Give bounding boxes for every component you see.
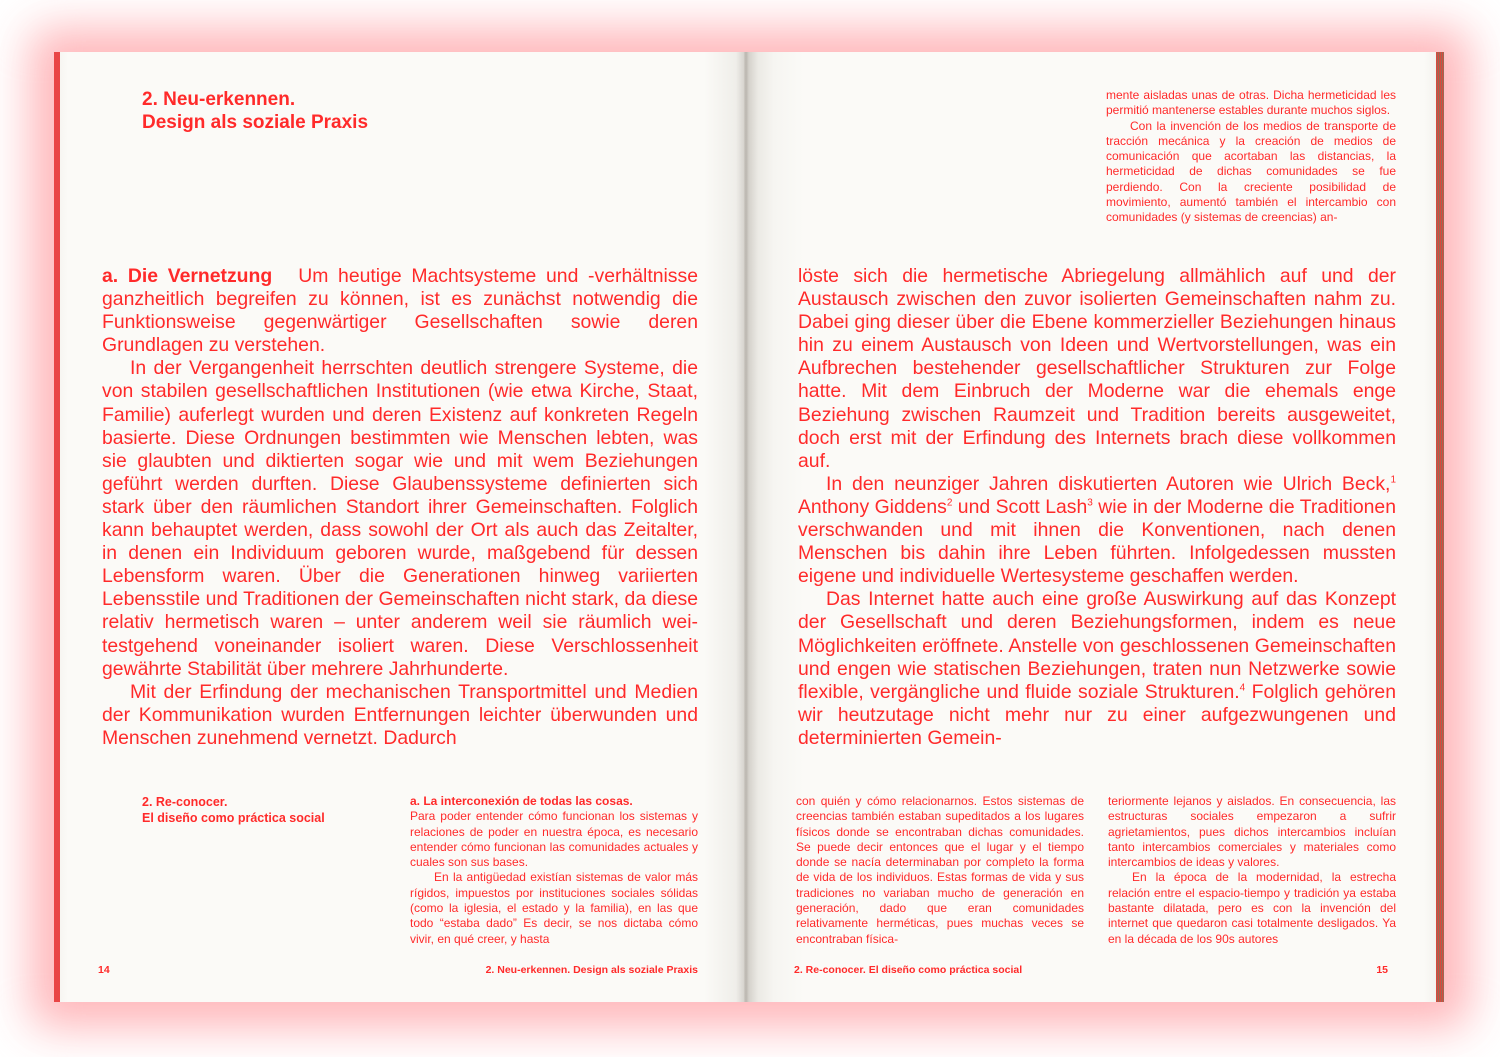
- footnote-marker: 4: [1239, 682, 1246, 694]
- spanish-column-left: [410, 794, 698, 947]
- spanish-chapter-heading: [142, 794, 382, 826]
- spanish-paragraph: teriormente lejanos y aislados. En consecuencia, las estructuras sociales empezaron a sufrir agrietamientos, pues dichos intercambios incluían tanto intercambios comerciales y materiales como intercambios de ideas y valores.: [1108, 794, 1396, 870]
- spanish-paragraph: Con la invención de los medios de transporte de tracción mecánica y la creación de medios de comunicación que acortaban las distancias, la hermeticidad de dichas comunidades se fue perdiendo. Con la creciente posibilidad de movimiento, aumentó también el intercambio con comunidades (y sistemas de creencias) an-: [1106, 118, 1396, 225]
- left-page-edge: [54, 52, 60, 1002]
- left-page: [54, 52, 744, 1002]
- body-text-segment: Folglich gehören wir heutzutage nicht mehr nur zu einer aufgezwungenen und determinierten Gemein-: [798, 680, 1396, 749]
- footnote-marker: 3: [1087, 497, 1093, 509]
- spanish-paragraph: Para poder entender cómo funcionan los sistemas y relaciones de poder en nuestra época, es necesario entender cómo funcionan las comunidades actuales y cuales son sus bases.: [410, 809, 698, 870]
- body-paragraph: löste sich die hermetische Abriegelung allmählich auf und der Austausch zwischen den zuvor isolierten Gemeinschaften nahm zu. Dabei ging dieser über die Ebene kommerzieller Beziehungen hinaus hin zu einem Austausch von Ideen und Wertvorstellungen, was ein Aufbrechen bestehender gesellschaftlicher Strukturen zur Folge hatte. Mit dem Einbruch der Moderne war die ehemals enge Beziehung zwischen Raumzeit und Tradition bereits ausgeweitet, doch erst mit der Erfindung des Internets brach diese vollkommen auf.: [798, 265, 1396, 472]
- body-paragraph: [798, 473, 1396, 588]
- page-number-right: 15: [1376, 964, 1388, 976]
- running-head-left: 2. Neu-erkennen. Design als soziale Praxis: [485, 964, 698, 976]
- book-gutter: [736, 52, 758, 1002]
- chapter-title-line-1: 2. Neu-erkennen.: [142, 89, 296, 110]
- body-paragraph: In der Vergangenheit herrschten deutlich strengere Systeme, die von stabilen gesellschaftlichen Institutionen (wie etwa Kirche, Staat, Familie) auferlegt wurden und deren Existenz auf konkreten Regeln basierte. Diese Ordnungen bestimmten wie Menschen lebten, was sie glaubten und diktierten sogar wie und mit wem Beziehungen geführt werden durften. Diese Glaubenssysteme definierten sich stark über den räumlichen Standort ihrer Gemeinschaften. Folglich kann behauptet werden, dass sowohl der Ort als auch das Zeitalter, in denen ein Individuum geboren wurde, maßgebend für dessen Lebensform waren. Über die Generationen hinweg variierten Lebensstile und Traditionen der Gemeinschaften nicht stark, da diese relativ hermetisch waren – unter anderem weil sie räumlich weitestgehend voneinander isoliert waren. Diese Verschlossenheit gewährte Stabilität über mehrere Jahrhunderte.: [102, 357, 698, 680]
- chapter-title: [142, 88, 502, 134]
- spanish-paragraph: con quién y cómo relacionarnos. Estos sistemas de creencias también estaban supeditados a los lugares físicos donde se encontraban dichas comunidades. Se puede decir entonces que el lugar y el tiempo donde se nacía determinaban por completo la forma de vida de los individuos. Estas formas de vida y sus tradiciones no variaban mucho de generación en generación, dado que eran comunidades relativamente herméticas, pues muchas veces se encontraban física-: [796, 794, 1084, 946]
- right-page: [744, 52, 1444, 1002]
- german-body-left: [102, 265, 698, 750]
- chapter-title-line-2: Design als soziale Praxis: [142, 112, 369, 133]
- body-text-segment: Anthony Giddens: [798, 495, 947, 518]
- body-paragraph: [798, 588, 1396, 750]
- german-body-right: [798, 265, 1396, 750]
- page-number-left: 14: [98, 964, 110, 976]
- right-page-edge: [1436, 52, 1444, 1002]
- book-spread: [54, 52, 1444, 1002]
- body-text-segment: Das Internet hatte auch eine große Auswirkung auf das Konzept der Gesellschaft und deren Beziehungsformen, indem es neue Möglichkeiten eröffnete. Anstelle von geschlossenen Gemeinschaften und engen wie statischen Beziehungen, traten nun Netzwerke sowie flexible, vergängliche und fluide soziale Strukturen.: [798, 588, 1396, 703]
- footnote-marker: 2: [946, 497, 953, 509]
- spanish-heading-line-2: El diseño como práctica social: [142, 811, 325, 825]
- body-text-segment: wie in der Moderne die Traditionen verschwanden und mit ihnen die Konventionen, nach denen Menschen bis dahin ihre Leben führten. Infolgedessen mussten eigene und individuelle Wertesysteme geschaffen werden.: [798, 495, 1396, 588]
- spanish-section-heading: a. La interconexión de todas las cosas.: [410, 794, 633, 808]
- footnote-marker: 1: [1390, 474, 1396, 486]
- spanish-paragraph: En la antigüedad existían sistemas de valor más rígidos, impuestos por instituciones sociales sólidas (como la iglesia, el estado y la familia), en las que todo “estaba dado” Es decir, se nos dictaba cómo vivir, en qué creer, y hasta: [410, 870, 698, 946]
- body-text-segment: und Scott Lash: [952, 495, 1088, 518]
- body-paragraph: Mit der Erfindung der mechanischen Transportmittel und Medien der Kommunikation wurden Entfernungen leichter überwunden und Menschen zunehmend vernetzt. Dadurch: [102, 680, 698, 749]
- body-paragraph: [102, 265, 698, 357]
- body-text-segment: In den neunziger Jahren diskutierten Autoren wie Ulrich Beck,: [826, 472, 1391, 495]
- spanish-paragraph: En la época de la modernidad, la estrecha relación entre el espacio-tiempo y tradición ya estaba bastante dilatada, pero es con la invención del internet que quedaron casi totalmente desligados. Ya en la década de los 90s autores: [1108, 870, 1396, 946]
- body-paragraph-text: Um heutige Machtsysteme und -verhältnisse ganzheitlich begreifen zu können, ist es zunächst notwendig die Funktionsweise gegenwärtiger Gesellschaften sowie deren Grundlagen zu verstehen.: [102, 265, 698, 357]
- spanish-heading-line-1: 2. Re-conocer.: [142, 795, 228, 809]
- spanish-paragraph: mente aisladas unas de otras. Dicha hermeticidad les permitió mantenerse estables durante muchos siglos.: [1106, 88, 1396, 118]
- running-head-right: 2. Re-conocer. El diseño como práctica social: [794, 964, 1023, 976]
- spanish-column-right-2: [1108, 794, 1396, 947]
- section-heading: a. Die Vernetzung: [102, 265, 273, 287]
- spanish-column-top: [1106, 88, 1396, 226]
- spanish-column-right-1: [796, 794, 1084, 947]
